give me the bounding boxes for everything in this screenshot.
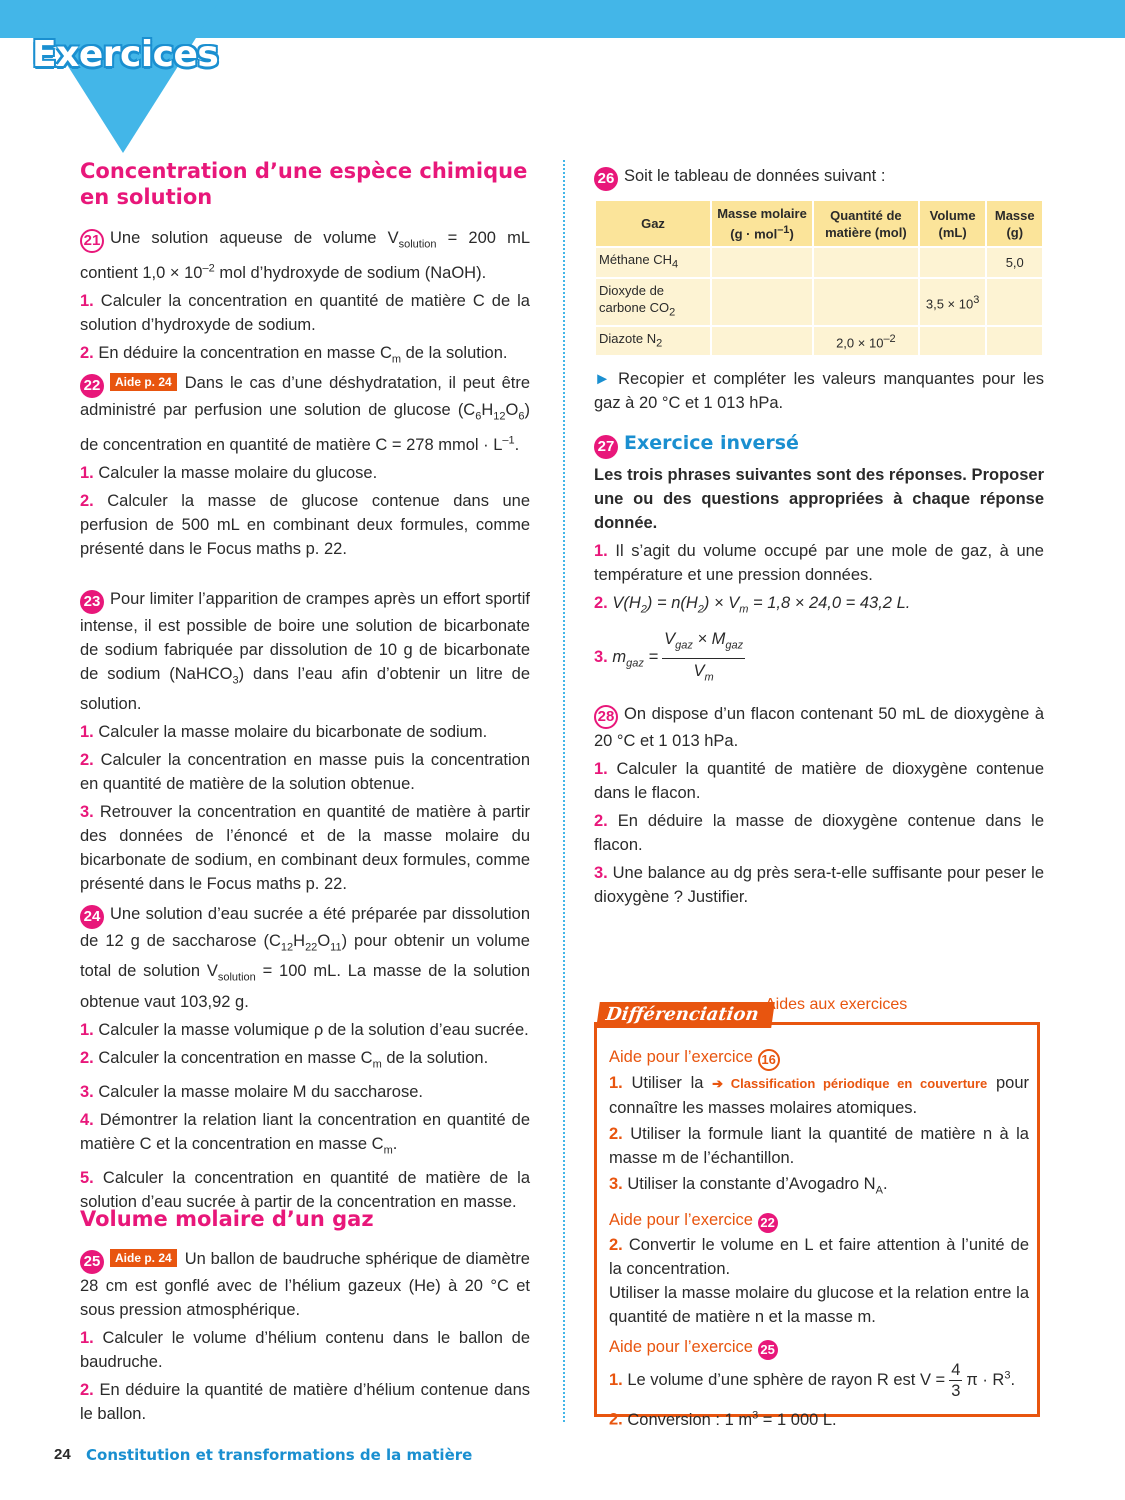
question: Calculer la quantité de matière de dioxygène contenue dans le flacon.: [594, 760, 1044, 802]
aide-number: 16: [758, 1049, 780, 1071]
aide-text: Conversion : 1 $m^3 = 1$ 000 L.: [627, 1409, 837, 1429]
question: Calculer la concentration en masse puis la concentration en quantité de matière de la solution obtenue.: [80, 751, 530, 794]
exercise-number: 26: [594, 167, 618, 191]
column-header: Gaz: [595, 200, 711, 247]
aide-heading: Aide pour l’exercice: [609, 1211, 753, 1230]
exercise-intro: Dans le cas d’une déshydratation, il peut être administré par perfusion une solution de glucose $(C_6H_{12}O_6)$ de concentration en quantité de matière C = 278 mmol · $L^{-1}$.: [80, 374, 530, 454]
table-row: Méthane $CH_4$ 5,0: [595, 247, 1043, 278]
question: En déduire la quantité de matière d’hélium contenue dans le ballon.: [80, 1381, 530, 1423]
exercise-21: 21 Une solution aqueuse de volume $V_{solution} = 200$ mL contient $1,0 \times 10^{-2}$ mol d’hydroxyde de sodium (NaOH). 1. Calculer la concentration en quantité de matière C de la solution d’hydroxyde de sodium. 2. En déduire la concentration en masse $C_m$ de la solution.: [80, 229, 531, 366]
table-row: Diazote $N_2$ $2,0 \times 10^{-2}$: [595, 326, 1043, 357]
question: Calculer la concentration en quantité de matière de la solution d’eau sucrée à partir de la concentration en masse.: [80, 1169, 530, 1212]
aide-text: Utiliser la ➔ Classification périodique en couverture pour connaître les masses molaires atomiques.: [609, 1074, 1029, 1117]
table-header-row: [595, 200, 1043, 247]
column-header: Masse (g): [986, 200, 1043, 247]
question: Il s’agit du volume occupé par une mole de gaz, à une température et une pression données.: [594, 542, 1044, 584]
aide-link[interactable]: Aide p. 24: [110, 1249, 177, 1267]
fraction: $\frac{V_{gaz} \times M_{gaz}}{V_m}$: [662, 627, 745, 689]
column-divider: [563, 160, 565, 1422]
exercise-lead: Les trois phrases suivantes sont des réponses. Proposer une ou des questions appropriées à chaque réponse donnée.: [594, 466, 1044, 532]
exercise-intro: Une solution d’eau sucrée a été préparée par dissolution de 12 g de saccharose $(C_{12}H_{22}O_{11})$ pour obtenir un volume total de solution $V_{solution} = 100$ mL. La masse de la solution obtenue vaut 103,92 g.: [80, 905, 531, 1011]
aide-number: 25: [758, 1340, 778, 1360]
question: Calculer le volume d’hélium contenu dans le ballon de baudruche.: [80, 1329, 531, 1371]
differentiation-tab: Différenciation: [596, 1002, 774, 1028]
exercise-intro: On dispose d’un flacon contenant 50 mL de dioxygène à 20 °C et 1 013 hPa.: [594, 705, 1044, 750]
question: En déduire la concentration en masse $C_m$ de la solution.: [98, 343, 508, 366]
aide-text: Utiliser la constante d’Avogadro $N_A$.: [627, 1175, 888, 1197]
exercise-number: 25: [80, 1250, 104, 1274]
differentiation-label: Aides aux exercices: [765, 996, 908, 1013]
question: Calculer la concentration en masse $C_m$ de la solution.: [98, 1048, 489, 1070]
header-triangle: [26, 0, 220, 153]
exercise-intro: Un ballon de baudruche sphérique de diamètre 28 cm est gonflé avec de l’hélium gazeux (He) à 20 °C et sous pression atmosphérique.: [80, 1250, 530, 1319]
footer-chapter: Constitution et transformations de la matière: [86, 1446, 473, 1464]
exercise-23: 23 Pour limiter l’apparition de crampes après un effort sportif intense, il est possible de boire une solution de bicarbonate de sodium fabriquée par dissolution de 10 g de bicarbonate de sodium (NaHCO$_3$) dans l’eau afin d’obtenir un litre de solution. 1. Calculer la masse molaire du bicarbonate de sodium. 2. Calculer la concentration en masse puis la concentration en quantité de matière de la solution obtenue. 3. Retrouver la concentration en quantité de matière à partir des données de l’énoncé et de la masse molaire du bicarbonate de sodium, en combinant deux formules, comme présenté dans le Focus maths p. 22.: [80, 590, 531, 894]
fraction: $\frac{4}{3}$: [951, 1361, 961, 1401]
arrow-icon: ►: [594, 370, 611, 389]
exercise-28: 28 On dispose d’un flacon contenant 50 mL de dioxygène à 20 °C et 1 013 hPa. 1. Calculer la quantité de matière de dioxygène contenue dans le flacon. 2. En déduire la masse de dioxygène contenue dans le flacon. 3. Une balance au dg près sera-t-elle suffisante pour peser le dioxygène ? Justifier.: [594, 705, 1044, 906]
question: Calculer la masse molaire du bicarbonate de sodium.: [98, 723, 488, 742]
question: Retrouver la concentration en quantité de matière à partir des données de l’énoncé et de la masse molaire du bicarbonate de sodium, en combinant deux formules, comme présenté dans le Focus maths p. 22.: [80, 803, 530, 894]
section-title-concentration: Concentration d’une espèce chimique en solution: [80, 159, 528, 209]
section-title-volume: Volume molaire d’un gaz: [80, 1207, 374, 1231]
question: Démontrer la relation liant la concentration en quantité de matière C et la concentration en masse $C_m$.: [80, 1110, 531, 1157]
question: Calculer la masse de glucose contenue dans une perfusion de 500 mL en combinant deux formules, comme présenté dans le Focus maths p. 22.: [80, 491, 530, 558]
page-number: 24: [54, 1446, 71, 1463]
exercise-number: 28: [594, 705, 618, 729]
exercise-24: 24 Une solution d’eau sucrée a été préparée par dissolution de 12 g de saccharose $(C_{12}H_{22}O_{11})$ pour obtenir un volume total de solution $V_{solution} = 100$ mL. La masse de la solution obtenue vaut 103,92 g. 1. Calculer la masse volumique ρ de la solution d’eau sucrée. 2. Calculer la concentration en masse $C_m$ de la solution. 3. Calculer la masse molaire M du saccharose. 4. Démontrer la relation liant la concentration en quantité de matière C et la concentration en masse $C_m$. 5. Calculer la concentration en quantité de matière de la solution d’eau sucrée à partir de la concentration en masse.: [80, 905, 531, 1212]
exercise-number: 27: [594, 435, 618, 459]
aide-text: Utiliser la masse molaire du glucose et la relation entre la quantité de matière n et la masse m.: [609, 1284, 1029, 1327]
column-header: Masse molaire (g · mol$^{-1}$): [711, 200, 813, 247]
question: Une balance au dg près sera-t-elle suffisante pour peser le dioxygène ? Justifier.: [594, 864, 1044, 906]
aide-text: Le volume d’une sphère de rayon R est V =: [627, 1371, 946, 1390]
exercise-26: [594, 164, 1044, 415]
exercise-number: 24: [80, 905, 104, 929]
exercise-title: Exercice inversé: [624, 432, 799, 454]
differentiation-box: [594, 1022, 1040, 1429]
exercise-number: 23: [80, 590, 104, 614]
aide-link[interactable]: Aide p. 24: [110, 373, 177, 391]
question: $V(H_2) = n(H_2) \times V_m = 1,8 \times 24,0 = 43,2$ L.: [612, 594, 911, 616]
question: Calculer la masse volumique ρ de la solution d’eau sucrée.: [98, 1020, 529, 1039]
column-header: Volume (mL): [919, 200, 987, 247]
exercise-number: 21: [80, 229, 104, 253]
aide-text: Convertir le volume en L et faire attention à l’unité de la concentration.: [609, 1236, 1029, 1279]
data-table: [594, 199, 1044, 357]
aides-content: Aide pour l’exercice 16 1. Utiliser la ➔ Classification périodique en couverture pour connaître les masses molaires atomiques. 2. Utiliser la formule liant la quantité de matière n à la masse m de l’échantillon. 3. Utiliser la constante d’Avogadro $N_A$. Aide pour l’exercice 22 2. Convertir le volume en L et faire attention à l’unité de la concentration. Utiliser la masse molaire du glucose et la relation entre la quantité de matière n et la masse m. Aide pour l’exercice 25 1. Le volume d’une sphère de rayon R est V = $\frac{4}{3}$ $\pi \cdot R^3$. 2. Conversion : 1 $m^3 = 1$ 000 L.: [609, 1048, 1029, 1429]
column-header: Quantité de matière (mol): [813, 200, 919, 247]
page-title: Exercices: [32, 34, 219, 75]
question: Calculer la masse molaire M du saccharose.: [98, 1082, 423, 1101]
table-row: Dioxyde de carbone $CO_2$ $3,5 \times 10^3$: [595, 278, 1043, 326]
task-text: Recopier et compléter les valeurs manquantes pour les gaz à 20 °C et 1 013 hPa.: [594, 370, 1044, 413]
aide-heading: Aide pour l’exercice: [609, 1338, 753, 1357]
aide-number: 22: [758, 1213, 778, 1233]
question: En déduire la masse de dioxygène contenue dans le flacon.: [594, 812, 1044, 854]
aide-heading: Aide pour l’exercice: [609, 1048, 753, 1066]
exercise-number: 22: [80, 374, 104, 398]
aide-text: Utiliser la formule liant la quantité de matière n à la masse m de l’échantillon.: [609, 1125, 1029, 1167]
exercise-intro: Soit le tableau de données suivant :: [624, 167, 886, 185]
exercise-intro: Une solution aqueuse de volume $V_{solution} = 200$ mL contient $1,0 \times 10^{-2}$ mol d’hydroxyde de sodium (NaOH).: [80, 229, 531, 282]
question: Calculer la concentration en quantité de matière C de la solution d’hydroxyde de sodium.: [80, 291, 530, 334]
question: Calculer la masse molaire du glucose.: [98, 463, 378, 482]
exercise-25: 25 Aide p. 24 Un ballon de baudruche sphérique de diamètre 28 cm est gonflé avec de l’hélium gazeux (He) à 20 °C et sous pression atmosphérique. 1. Calculer le volume d’hélium contenu dans le ballon de baudruche. 2. En déduire la quantité de matière d’hélium contenue dans le ballon.: [80, 1250, 531, 1423]
exercise-22: 22 Aide p. 24 Dans le cas d’une déshydratation, il peut être administré par perfusion une solution de glucose $(C_6H_{12}O_6)$ de concentration en quantité de matière C = 278 mmol · $L^{-1}$. 1. Calculer la masse molaire du glucose. 2. Calculer la masse de glucose contenue dans une perfusion de 500 mL en combinant deux formules, comme présenté dans le Focus maths p. 22.: [80, 374, 530, 558]
exercise-27: 27 Exercice inversé Les trois phrases suivantes sont des réponses. Proposer une ou des questions appropriées à chaque réponse donnée. 1. Il s’agit du volume occupé par une mole de gaz, à une température et une pression données. 2. $V(H_2) = n(H_2) \times V_m = 1,8 \times 24,0 = 43,2$ L. 3. $m_{gaz}$ = $\frac{V_{gaz} \times M_{gaz}}{V_m}$: [594, 432, 1044, 689]
exercise-intro: Pour limiter l’apparition de crampes après un effort sportif intense, il est possible de boire une solution de bicarbonate de sodium fabriquée par dissolution de 10 g de bicarbonate de sodium (NaHCO$_3$) dans l’eau afin d’obtenir un litre de solution.: [80, 590, 531, 714]
